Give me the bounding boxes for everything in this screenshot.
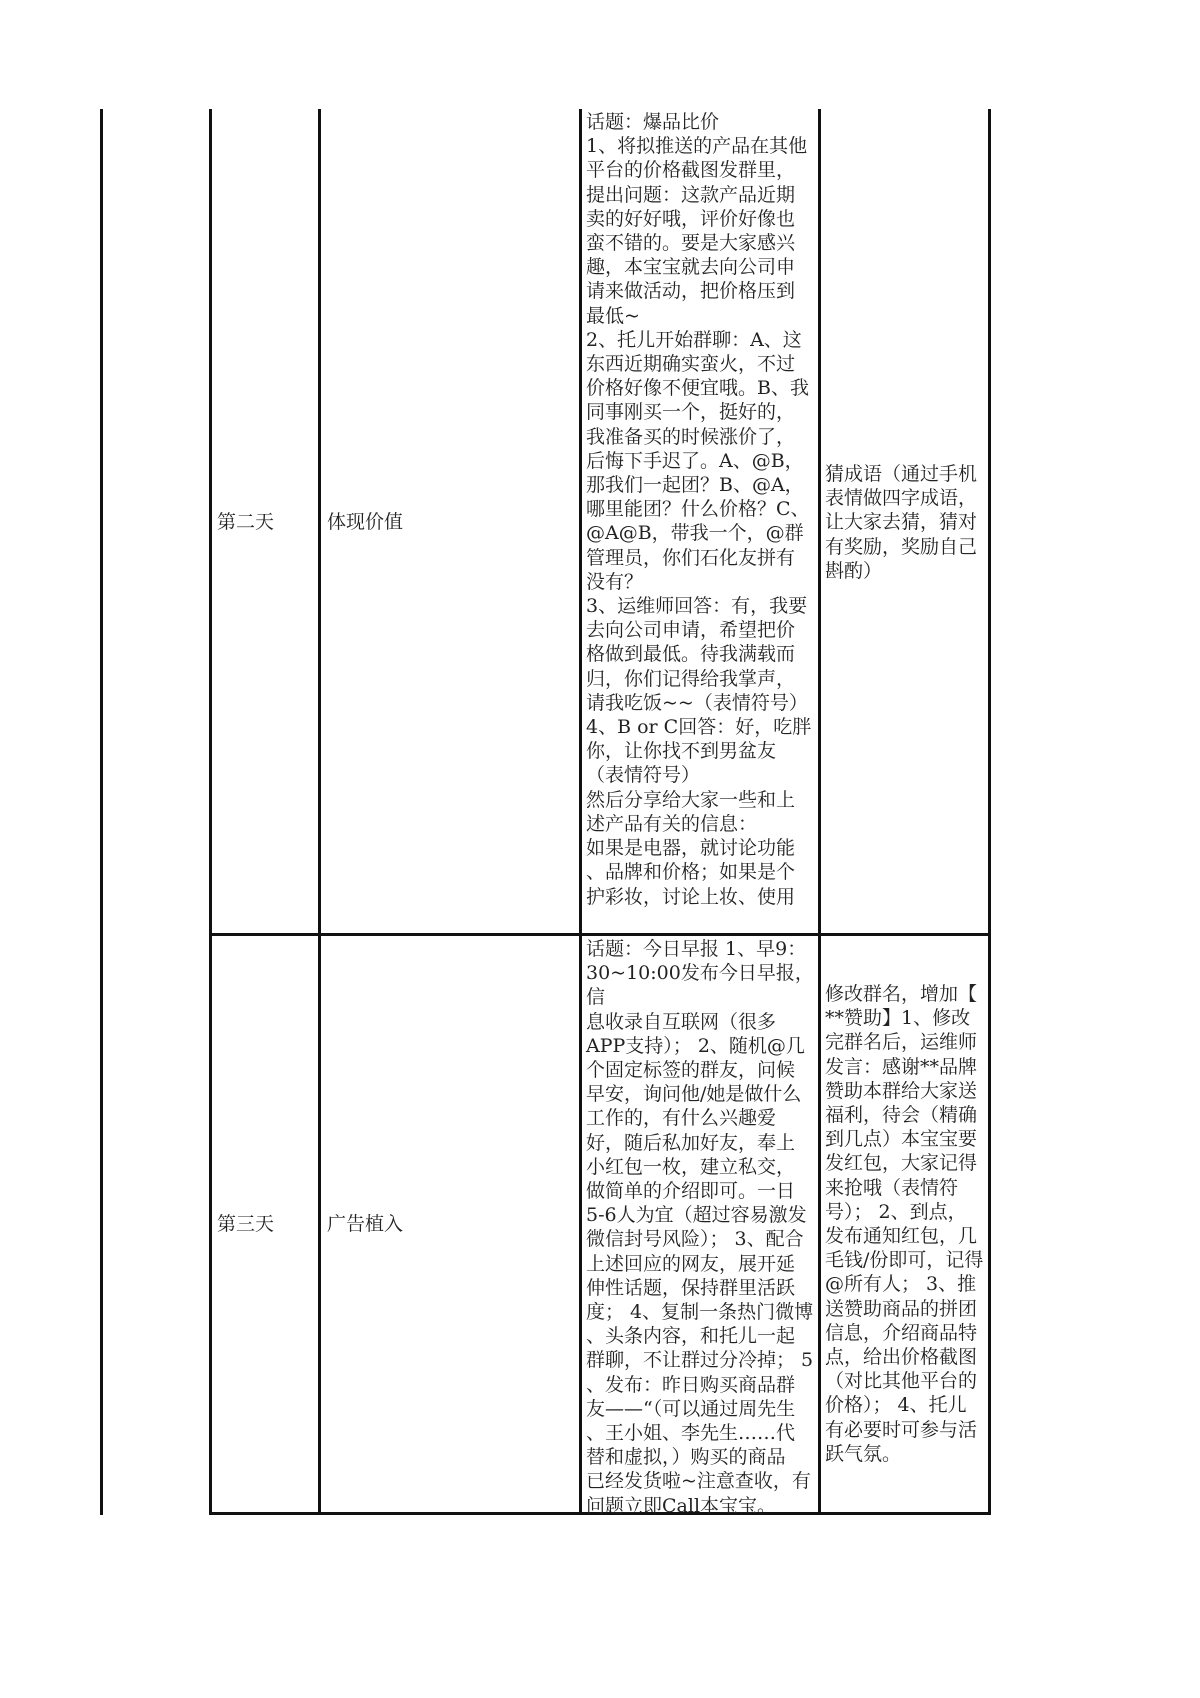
content-text: 话题：今日早报 1、早9： 30~10:00发布今日早报，信 息收录自互联网（很多 APP支持）； 2、随机@几 个固定标签的群友，问候 早安，询问他/她是做什么 工作的，有什么兴趣爱 好，随后私加好友，奉上 小红包一枚，建立私交， 做简单的介绍即可。一日 5-6人为宜（超过容易激发 微信封号风险）； 3、配合 上述回应的网友，展开延 伸性话题，保持群里活跃 度； 4、复制一条热门微博 、头条内容，和托儿一起 群聊，不让群过分冷掉； 5 、发布：昨日购买商品群 友——“（可以通过周先生 、王小姐、李先生……代 替和虚拟，）购买的商品 已经发货啦~注意查收，有 问题立即Call本宝宝。 [586, 938, 814, 1517]
theme-cell [327, 112, 577, 933]
day-label: 第三天 [217, 1212, 275, 1235]
content-text: 话题：爆品比价 1、将拟推送的产品在其他 平台的价格截图发群里， 提出问题：这款产品近期 卖的好好哦，评价好像也 蛮不错的。要是大家感兴 趣，本宝宝就去向公司申 请来做活动，把价格压到 最低~ 2、托儿开始群聊：A、这 东西近期确实蛮火，不过 价格好像不便宜哦。B、我 同事刚买一个，挺好的， 我准备买的时候涨价了， 后悔下手迟了。A、@B， 那我们一起团？B、@A， 哪里能团？什么价格？C、 @A@B，带我一个，@群 管理员，你们石化友拼有 没有？ 3、运维师回答：有，我要 去向公司申请，希望把价 格做到最低。待我满载而 归，你们记得给我掌声， 请我吃饭~~（表情符号） 4、B or C回答：好，吃胖 你，让你找不到男盆友 （表情符号） 然后分享给大家一些和上 述产品有关的信息： 如果是电器，就讨论功能 、品牌和价格；如果是个 护彩妆，讨论上妆、使用 [586, 111, 812, 908]
outer-left-border [100, 109, 103, 1515]
content-cell [586, 110, 822, 933]
activity-cell [825, 936, 988, 1512]
activity-text: 猜成语（通过手机 表情做四字成语， 让大家去猜，猜对 有奖励，奖励自己 斟酌） [825, 462, 978, 582]
activity-text: 修改群名，增加【 **赞助】1、修改 完群名后，运维师 发言：感谢**品牌 赞助本群给大家送 福利，待会（精确 到几点）本宝宝要 发红包，大家记得 来抢哦（表情符 号）； 2、到点， 发布通知红包，几 毛钱/份即可，记得 @所有人； 3、推 送赞助商品的拼团 信息，介绍商品特 点，给出价格截图 （对比其他平台的 价格）； 4、托儿 有必要时可参与活 跃气氛。 [825, 982, 984, 1465]
theme-label: 体现价值 [327, 511, 404, 534]
table-left-border [209, 109, 212, 1515]
column-divider [318, 109, 321, 1515]
day-cell [217, 936, 317, 1512]
column-divider [579, 109, 582, 1515]
content-cell [586, 937, 822, 1517]
day-cell [217, 112, 317, 933]
table-right-border [988, 109, 991, 1515]
day-label: 第二天 [217, 511, 275, 534]
theme-cell [327, 936, 577, 1512]
theme-label: 广告植入 [327, 1212, 404, 1235]
activity-cell [825, 112, 988, 933]
